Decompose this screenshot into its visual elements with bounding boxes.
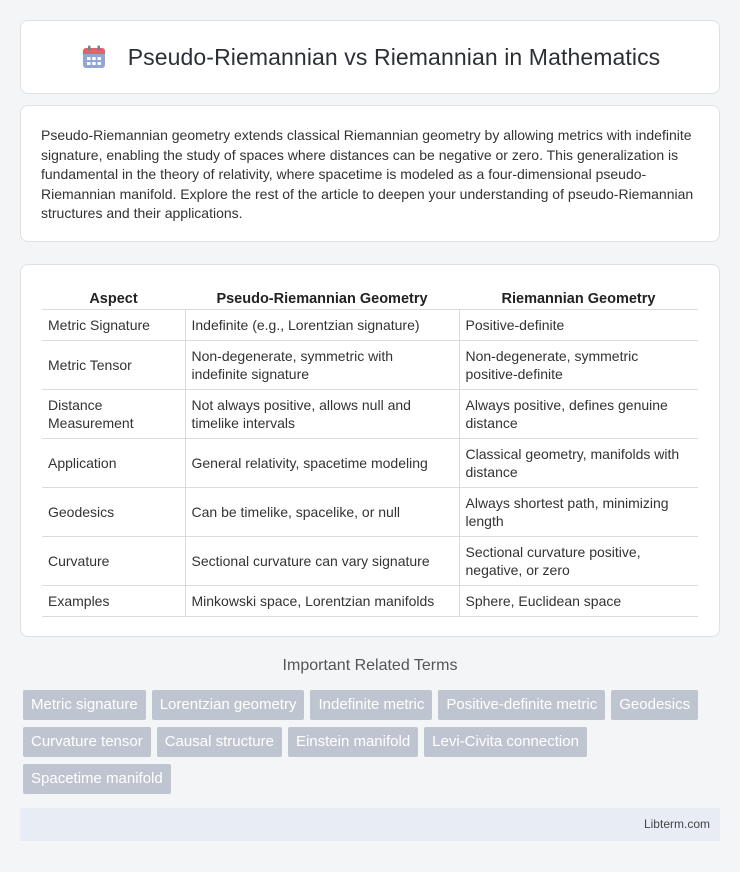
related-terms-heading: Important Related Terms [282, 657, 458, 674]
footer-site-link[interactable]: Libterm.com [643, 817, 710, 831]
related-term-tag[interactable]: Spacetime manifold [23, 764, 171, 794]
related-term-tag[interactable]: Causal structure [157, 727, 282, 757]
table-cell: Curvature [42, 536, 185, 585]
intro-card [20, 105, 720, 242]
table-cell: Metric Signature [42, 309, 185, 340]
header-aspect: Aspect [42, 283, 185, 309]
table-cell: Non-degenerate, symmetric with indefinite signature [185, 340, 459, 389]
header-card [20, 20, 720, 94]
footer [20, 808, 720, 841]
table-cell: Indefinite (e.g., Lorentzian signature) [185, 309, 459, 340]
table-cell: Sphere, Euclidean space [459, 585, 698, 616]
table-cell: Examples [42, 585, 185, 616]
table-row [42, 340, 698, 389]
related-term-tag[interactable]: Einstein manifold [288, 727, 418, 757]
related-term-tag[interactable]: Curvature tensor [23, 727, 151, 757]
intro-paragraph: Pseudo-Riemannian geometry extends classical Riemannian geometry by allowing metrics with indefinite signature, enabling the study of spaces where distances can be negative or zero. This generalization is fundamental in the theory of relativity, where spacetime is modeled as a four-dimensional pseudo-Riemannian manifold. Explore the rest of the article to deepen your understanding of pseudo-Riemannian structures and their applications. [41, 127, 694, 221]
related-term-tag[interactable]: Indefinite metric [310, 690, 432, 720]
table-cell: Always positive, defines genuine distance [459, 389, 698, 438]
related-term-tag[interactable]: Metric signature [23, 690, 146, 720]
table-cell: Sectional curvature positive, negative, or zero [459, 536, 698, 585]
table-cell: Sectional curvature can vary signature [185, 536, 459, 585]
header-riemannian: Riemannian Geometry [459, 283, 698, 309]
comparison-card [20, 264, 720, 637]
page-title: Pseudo-Riemannian vs Riemannian in Mathematics [127, 43, 661, 70]
table-header-row [42, 283, 698, 309]
table-row [42, 389, 698, 438]
table-cell: Minkowski space, Lorentzian manifolds [185, 585, 459, 616]
table-row [42, 487, 698, 536]
calendar-icon [80, 43, 108, 71]
table-row [42, 438, 698, 487]
table-cell: Geodesics [42, 487, 185, 536]
table-cell: Can be timelike, spacelike, or null [185, 487, 459, 536]
table-row [42, 309, 698, 340]
related-term-tag[interactable]: Levi-Civita connection [424, 727, 587, 757]
table-cell: Positive-definite [459, 309, 698, 340]
related-term-tag[interactable]: Lorentzian geometry [152, 690, 305, 720]
related-terms-list [23, 690, 723, 794]
table-cell: Always shortest path, minimizing length [459, 487, 698, 536]
table-cell: Application [42, 438, 185, 487]
table-cell: General relativity, spacetime modeling [185, 438, 459, 487]
table-row [42, 536, 698, 585]
comparison-table [42, 283, 698, 617]
table-cell: Classical geometry, manifolds with distance [459, 438, 698, 487]
table-cell: Non-degenerate, symmetric positive-definite [459, 340, 698, 389]
table-cell: Metric Tensor [42, 340, 185, 389]
header-pseudo-riemannian: Pseudo-Riemannian Geometry [185, 283, 459, 309]
table-row [42, 585, 698, 616]
table-cell: Distance Measurement [42, 389, 185, 438]
related-term-tag[interactable]: Positive-definite metric [438, 690, 605, 720]
table-cell: Not always positive, allows null and timelike intervals [185, 389, 459, 438]
related-term-tag[interactable]: Geodesics [611, 690, 698, 720]
